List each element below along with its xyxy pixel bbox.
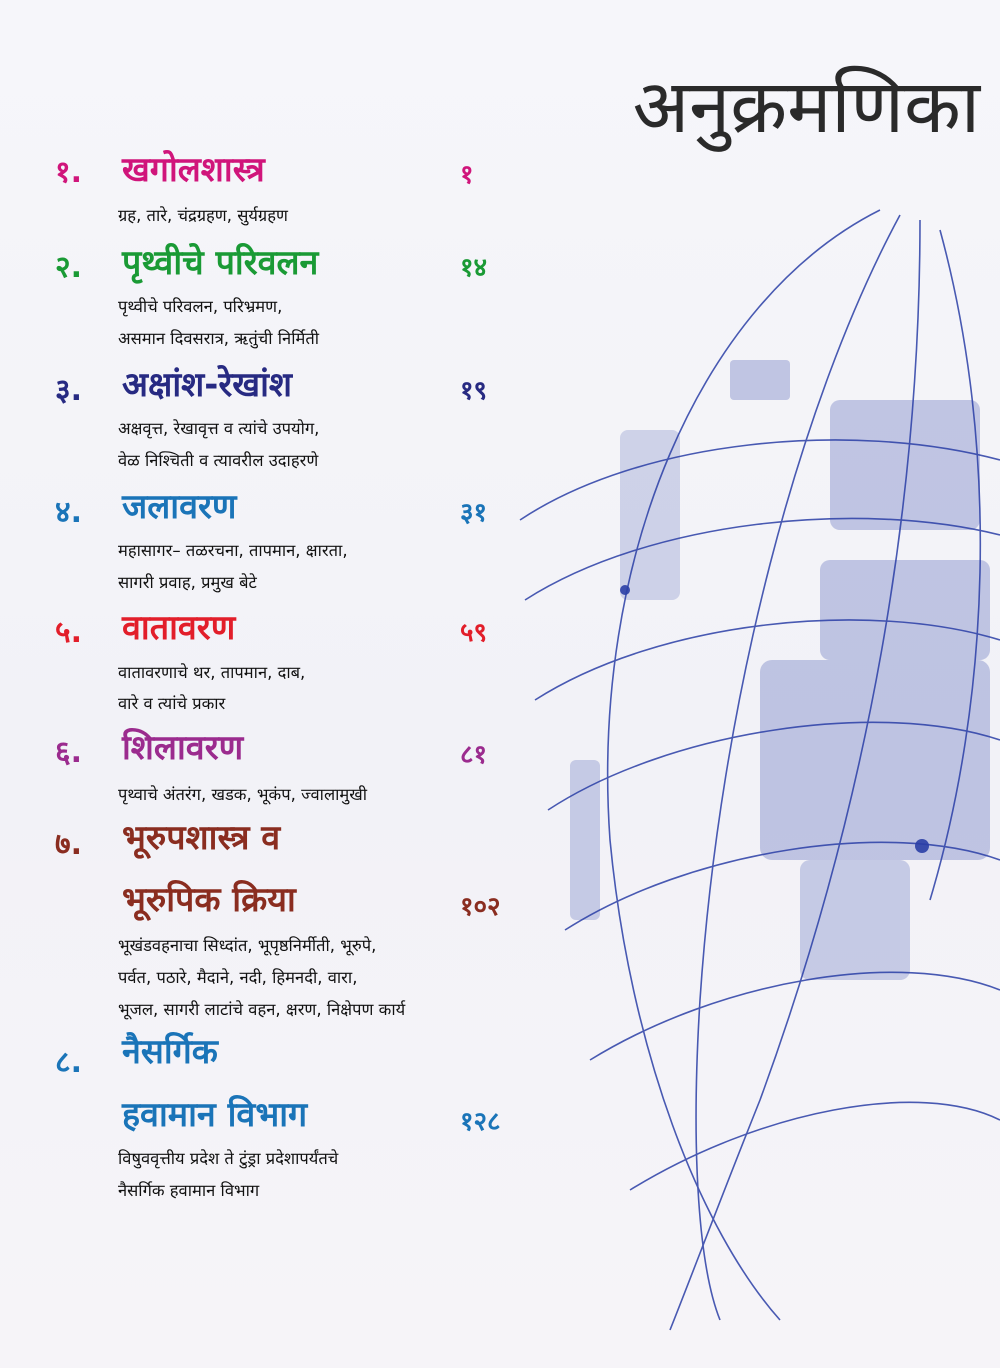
page-number: १९ [460, 376, 488, 406]
subtopic-line: वारे व त्यांचे प्रकार [118, 694, 226, 713]
chapter-title[interactable]: जलावरण [122, 487, 237, 527]
page-number: १२८ [460, 1107, 501, 1137]
page-number: १ [460, 160, 474, 190]
chapter-number: ४. [55, 495, 82, 530]
page-number: १०२ [460, 892, 501, 922]
subtopic-line: वातावरणाचे थर, तापमान, दाब, [118, 663, 306, 682]
chapter-number: ६. [55, 735, 82, 770]
chapter-number: ५. [55, 615, 82, 650]
chapter-title[interactable]: अक्षांश-रेखांश [122, 365, 293, 405]
page-number: ५९ [460, 618, 488, 648]
subtopic-line: पृथ्वीचे परिवलन, परिभ्रमण, [118, 297, 283, 316]
page-number: ८१ [460, 740, 488, 770]
page-title: अनुक्रमणिका [632, 64, 980, 150]
subtopic-line: पर्वत, पठारे, मैदाने, नदी, हिमनदी, वारा, [118, 968, 358, 987]
chapter-title-line-1[interactable]: भूरुपशास्त्र व [122, 818, 281, 858]
subtopic-line: भूजल, सागरी लाटांचे वहन, क्षरण, निक्षेपण कार्य [118, 1000, 406, 1019]
chapter-title[interactable]: वातावरण [122, 608, 236, 648]
chapter-number: ८. [55, 1045, 82, 1080]
subtopic-line: सागरी प्रवाह, प्रमुख बेटे [118, 573, 257, 592]
subtopic-line: विषुववृत्तीय प्रदेश ते टुंड्रा प्रदेशापर्यंतचे [118, 1149, 339, 1168]
subtopic-line: नैसर्गिक हवामान विभाग [118, 1181, 260, 1200]
chapter-title-line-2[interactable]: भूरुपिक क्रिया [122, 880, 296, 920]
chapter-number: १. [55, 155, 82, 190]
chapter-number: ३. [55, 373, 82, 408]
chapter-title-line-1[interactable]: नैसर्गिक [122, 1032, 218, 1072]
chapter-title[interactable]: खगोलशास्त्र [122, 150, 265, 190]
chapter-title-line-2[interactable]: हवामान विभाग [122, 1095, 308, 1135]
subtopic-line: पृथ्वाचे अंतरंग, खडक, भूकंप, ज्वालामुखी [118, 785, 368, 804]
subtopic-line: अक्षवृत्त, रेखावृत्त व त्यांचे उपयोग, [118, 419, 320, 438]
subtopic-line: भूखंडवहनाचा सिध्दांत, भूपृष्ठनिर्मीती, भूरुपे, [118, 936, 377, 955]
subtopic-line: असमान दिवसरात्र, ऋतुंची निर्मिती [118, 329, 320, 348]
subtopic-line: वेळ निश्चिती व त्यावरील उदाहरणे [118, 451, 319, 470]
page-number: १४ [460, 253, 488, 283]
chapter-number: २. [55, 250, 82, 285]
subtopic-line: ग्रह, तारे, चंद्रग्रहण, सुर्यग्रहण [118, 206, 288, 225]
page-number: ३१ [460, 498, 488, 528]
chapter-title[interactable]: पृथ्वीचे परिवलन [122, 243, 319, 283]
chapter-number: ७. [55, 827, 82, 862]
chapter-title[interactable]: शिलावरण [122, 728, 244, 768]
subtopic-line: महासागर– तळरचना, तापमान, क्षारता, [118, 541, 348, 560]
